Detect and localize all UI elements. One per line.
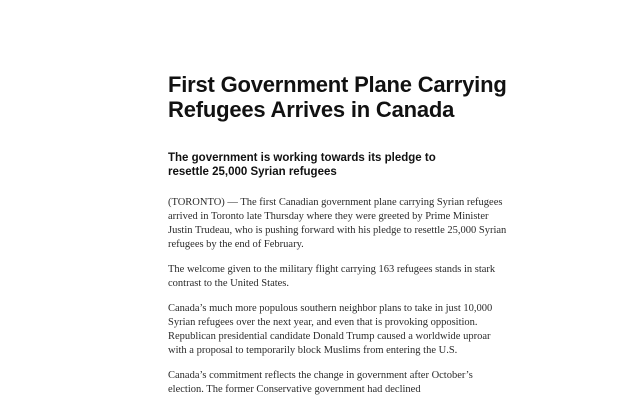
- article-headline: First Government Plane Carrying Refugees Arrives in Canada: [168, 72, 507, 122]
- article-body: [168, 196, 508, 397]
- article-paragraph: (TORONTO) — The first Canadian government plane carrying Syrian refugees arrived in Toronto late Thursday where they were greeted by Prime Minister Justin Trudeau, who is pushing forward with his pledge to resettle 25,000 Syrian refugees by the end of February.: [168, 197, 507, 250]
- article-paragraph: The welcome given to the military flight carrying 163 refugees stands in stark contrast to the United States.: [168, 264, 496, 289]
- article-paragraph: Canada’s much more populous southern neighbor plans to take in just 10,000 Syrian refugees over the next year, and even that is provoking opposition. Republican presidential candidate Donald Trump caused a worldwide uproar with a proposal to temporarily block Muslims from entering the U.S.: [168, 303, 493, 356]
- article-subheadline: The government is working towards its pledge to resettle 25,000 Syrian refugees: [168, 152, 436, 178]
- article: [168, 72, 508, 408]
- article-paragraph: Canada’s commitment reflects the change in government after October’s election. The former Conservative government had declined: [168, 370, 473, 395]
